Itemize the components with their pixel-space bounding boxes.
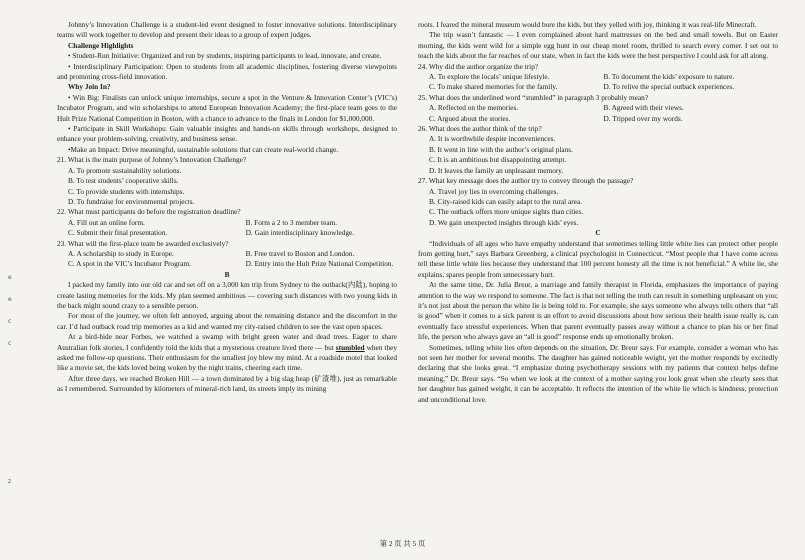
section-c-heading: C [595, 228, 601, 238]
question-26-options [418, 134, 778, 176]
option: B. It went in line with the author’s original plans. [429, 144, 573, 154]
option: A. To promote sustainability solutions. [68, 165, 182, 175]
question-27-options [418, 187, 778, 229]
option: D. Entry into the Hult Prize National Competition. [245, 259, 394, 269]
highlight-item: • Interdisciplinary Participation: Open to students from all academic disciplines, fostering diverse viewpoints and promoting cross-field innovation. [57, 61, 397, 82]
option: C. Submit their final presentation. [68, 228, 168, 238]
option: D. To relive the special outback experiences. [603, 82, 735, 92]
question-24: 24. Why did the author organize the trip? [418, 61, 539, 71]
margin-mark: c [8, 318, 12, 325]
question-22: 22. What must participants do before the registration deadline? [57, 207, 241, 217]
why-join-item: • Win Big: Finalists can unlock unique internships, secure a spot in the Venture & Innovation Center’s (VIC’s) Incubator Program, and win scholarships to attend European Innovation Academy; the first-place team goes to the Hult Prize National Competition in Boston, with a chance to advance to the finals in London for $1,000,000. [57, 92, 397, 123]
passage-b-paragraph: After three days, we reached Broken Hill — a town dominated by a big slag heap (矿渣堆), just as remarkable as I remembered. Surrounded by kilometers of mineral-rich land, its streets imply its mining [57, 373, 397, 394]
question-21: 21. What is the main purpose of Johnny’s Innovation Challenge? [57, 155, 247, 165]
highlight-item: • Student-Run Initiative: Organized and run by students, inspiring participants to lead, innovate, and create. [68, 51, 382, 61]
option: D. Gain interdisciplinary knowledge. [245, 228, 355, 238]
option: D. It leaves the family an unpleasant memory. [429, 165, 564, 175]
margin-mark: e [8, 274, 12, 281]
option: A. Reflected on the memories. [429, 103, 519, 113]
passage-b-paragraph: roots. I feared the mineral museum would bore the kids, but they yelled with joy, thinking it was real-life Minecraft. [418, 20, 757, 29]
underlined-word: stumbled [335, 342, 365, 352]
margin-mark: e [8, 296, 12, 303]
option: C. The outback offers more unique sights than cities. [429, 207, 584, 217]
option: B. To document the kids’ exposure to nature. [603, 72, 735, 82]
challenge-highlights-heading: Challenge Highlights [68, 40, 134, 50]
option: C. A spot in the VIC’s Incubator Program. [68, 259, 191, 269]
why-join-heading: Why Join In? [68, 82, 111, 92]
passage-b-paragraph [57, 332, 397, 374]
passage-a-intro: Johnny’s Innovation Challenge is a student-led event designed to foster innovative solutions. Interdisciplinary teams will work together to develop and present their ideas to a group of expert judges. [57, 20, 397, 40]
option: D. We gain unexpected insights through kids’ eyes. [429, 217, 579, 227]
paragraph-text: At a bird-hide near Forbes, we watched a swamp with bright green water and dead trees. Eager to share Australian folk stories, I confidently told the kids that a mysterious creature lived there — but [57, 332, 397, 352]
question-21-options [57, 166, 397, 208]
paragraph-text: when they asked me follow-up questions. Their enthusiasm for the smallest joy blew my mind. At a roadside motel that looked like a movie set, the kids loved being woken by the night trains, cheering each time. [57, 342, 397, 373]
left-column [57, 20, 397, 395]
option: B. City-raised kids can easily adapt to the rural area. [429, 196, 582, 206]
passage-b-paragraph: For most of the journey, we often felt annoyed, arguing about the remaining distance and the discomfort in the car. I’d had outback road trip memories as a kid and wanted my city-raised children to see the vast open spaces. [57, 311, 397, 331]
option: B. Free travel to Boston and London. [245, 248, 355, 258]
option: C. To provide students with internships. [68, 186, 185, 196]
question-23: 23. What will the first-place team be awarded exclusively? [57, 238, 229, 248]
passage-b-paragraph: I packed my family into our old car and set off on a 3,000 km trip from Sydney to the outback(内陆), hoping to create lasting memories for the kids. My plan seemed ambitious — covering such distances with two young kids in the back might sound crazy to a sensible person. [57, 280, 397, 310]
option: A. Fill out an online form. [68, 217, 145, 227]
question-26: 26. What does the author think of the trip? [418, 124, 542, 134]
margin-mark: z [8, 478, 12, 485]
margin-mark: c [8, 340, 12, 347]
passage-c-paragraph: At the same time, Dr. Julia Breur, a marriage and family therapist in Florida, emphasizes the importance of paying attention to the way we respond to someone. The fact is that not telling the truth can result in something unpleasant on you; it’s not just about the person the white lie is being told to. For example, she says someone who always tells others that “all is good” when it comes to a sick parent is an effort to avoid discussions about how serious their health issue really is, can eventually face stressful experiences. When that parent eventually passes away without a chance to plan his or her final life, the person who always gave an “all is good” response ends up emotionally broken. [418, 280, 778, 342]
question-25-options [418, 103, 778, 124]
page-footer: 第 2 页 共 5 页 [379, 539, 426, 548]
option: D. To fundraise for environmental projects. [68, 196, 195, 206]
option: A. A scholarship to study in Europe. [68, 248, 174, 258]
question-22-options [57, 218, 397, 239]
question-27: 27. What key message does the author try to convey through the passage? [418, 176, 634, 186]
option: C. Argued about the stories. [429, 113, 511, 123]
question-25: 25. What does the underlined word “stumbled” in paragraph 3 probably mean? [418, 92, 649, 102]
right-column [418, 20, 778, 405]
passage-b-paragraph: The trip wasn’t fantastic — I even complained about hard mattresses on the bed and small towels. But on Easter morning, the kids went wild for a simple egg hunt in our cheap motel room, thrilled to search every corner. I set out to teach the kids about the far reaches of our state, when in fact the kids were the best perspective I could ask for all along. [418, 30, 778, 61]
passage-c-paragraph: Sometimes, telling white lies often depends on the situation, Dr. Breur says. For example, consider a woman who has not seen her mother for several months. The daughter has gained noticeable weight, yet the mother responds by excitedly declaring that she looks great. “I emphasize during psychotherapy sessions with my patients that context helps define meaning,” Dr. Breur says. “So when we look at the context of a mother saying you look great when she clearly sees that her daughter has gained weight, it can be acceptable. It reflects the intention of the white lie which is kindness, protection and unconditional love. [418, 342, 778, 404]
option: B. Agreed with their views. [603, 103, 684, 113]
why-join-item: •Make an Impact: Drive meaningful, sustainable solutions that can create real-world change. [68, 144, 339, 154]
why-join-item: • Participate in Skill Workshops: Gain valuable insights and hands-on skills through workshops, designed to enhance your problem-solving, creativity, and business sense. [57, 124, 397, 144]
option: A. To explore the locals’ unique lifestyle. [429, 72, 550, 82]
option: B. Form a 2 to 3 member team. [245, 217, 338, 227]
option: A. Travel joy lies in overcoming challenges. [429, 186, 559, 196]
option: C. It is an ambitious but disappointing attempt. [429, 155, 567, 165]
section-b-heading: B [224, 269, 230, 279]
passage-c-paragraph: “Individuals of all ages who have empathy understand that sometimes telling little white lies can protect other people from getting hurt,” says Barbara Greenberg, a clinical psychologist in Connecticut. “Most people that I have come across tell these little white lies because they understand that 100 percent honesty all the time is not beneficial.” A white lie, she explains, spares people from unnecessary hurt. [418, 238, 778, 279]
question-24-options [418, 72, 778, 93]
option: B. To test students’ cooperative skills. [68, 176, 179, 186]
option: A. It is worthwhile despite inconveniences. [429, 134, 556, 144]
question-23-options [57, 249, 397, 270]
option: C. To make shared memories for the family. [429, 82, 558, 92]
option: D. Tripped over my words. [603, 113, 683, 123]
